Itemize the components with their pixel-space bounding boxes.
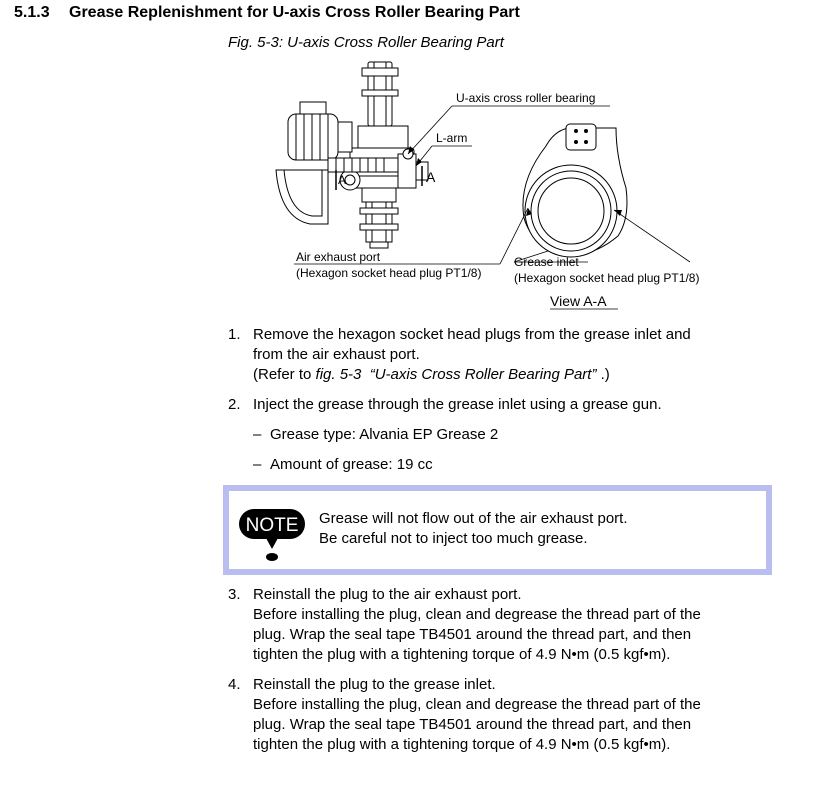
procedure-steps-2 <box>228 585 788 765</box>
step-number: 3. <box>228 586 241 603</box>
grease-type: Grease type: Alvania EP Grease 2 <box>270 426 499 443</box>
step-line: plug. Wrap the seal tape TB4501 around the thread part, and then <box>253 626 692 643</box>
step-line: Before installing the plug, clean and degrease the thread part of the <box>253 696 701 713</box>
step-line: Reinstall the plug to the grease inlet. <box>253 676 496 693</box>
label-view-a-a: View A-A <box>550 293 607 309</box>
label-grease-inlet: Grease inlet <box>514 255 579 269</box>
step-line: Remove the hexagon socket head plugs from the grease inlet and <box>253 326 691 343</box>
section-title: Grease Replenishment for U-axis Cross Roller Bearing Part <box>69 4 520 21</box>
bearing-figure <box>270 58 730 318</box>
note-text <box>319 509 628 549</box>
figure-reference-link[interactable]: fig. 5-3 <box>315 366 362 383</box>
step-line: Before installing the plug, clean and degrease the thread part of the <box>253 606 701 623</box>
procedure-steps-1 <box>228 325 788 485</box>
note-icon-label: NOTE <box>245 515 299 536</box>
section-number: 5.1.3 <box>14 4 50 21</box>
note-line: Be careful not to inject too much grease. <box>319 530 588 547</box>
step-4 <box>228 675 788 755</box>
grease-amount-item: – Amount of grease: 19 cc <box>253 456 433 473</box>
step-1 <box>228 325 788 385</box>
label-air-exhaust-plug: (Hexagon socket head plug PT1/8) <box>296 266 482 280</box>
step-reference: (Refer to fig. 5-3 “U-axis Cross Roller Bearing Part” .) <box>253 366 610 383</box>
step-line: tighten the plug with a tightening torque of 4.9 N•m (0.5 kgf•m). <box>253 736 671 753</box>
label-grease-inlet-plug: (Hexagon socket head plug PT1/8) <box>514 271 700 285</box>
section-heading <box>14 4 520 22</box>
label-air-exhaust: Air exhaust port <box>296 250 381 264</box>
note-box <box>223 485 772 575</box>
grease-type-item: – Grease type: Alvania EP Grease 2 <box>253 426 499 443</box>
step-number: 4. <box>228 676 241 693</box>
label-bearing: U-axis cross roller bearing <box>456 91 596 105</box>
step-line: plug. Wrap the seal tape TB4501 around the thread part, and then <box>253 716 692 733</box>
step-number: 1. <box>228 326 241 343</box>
step-line: from the air exhaust port. <box>253 346 420 363</box>
grease-amount: Amount of grease: 19 cc <box>270 456 433 473</box>
view-a-a-drawing <box>523 124 627 257</box>
note-icon <box>238 505 306 563</box>
step-3 <box>228 585 788 665</box>
robot-side-view <box>276 62 428 248</box>
a-mark-left: A <box>338 173 347 187</box>
step-number: 2. <box>228 396 241 413</box>
step-line: Reinstall the plug to the air exhaust port. <box>253 586 522 603</box>
step-line: Inject the grease through the grease inlet using a grease gun. <box>253 396 662 413</box>
note-line: Grease will not flow out of the air exhaust port. <box>319 510 628 527</box>
label-larm: L-arm <box>436 131 468 145</box>
figure-caption: Fig. 5-3: U-axis Cross Roller Bearing Part <box>228 34 504 51</box>
figure-reference-title: “U-axis Cross Roller Bearing Part” <box>369 366 597 383</box>
step-2 <box>228 395 788 415</box>
a-mark-right: A <box>426 169 436 185</box>
step-line: tighten the plug with a tightening torque of 4.9 N•m (0.5 kgf•m). <box>253 646 671 663</box>
